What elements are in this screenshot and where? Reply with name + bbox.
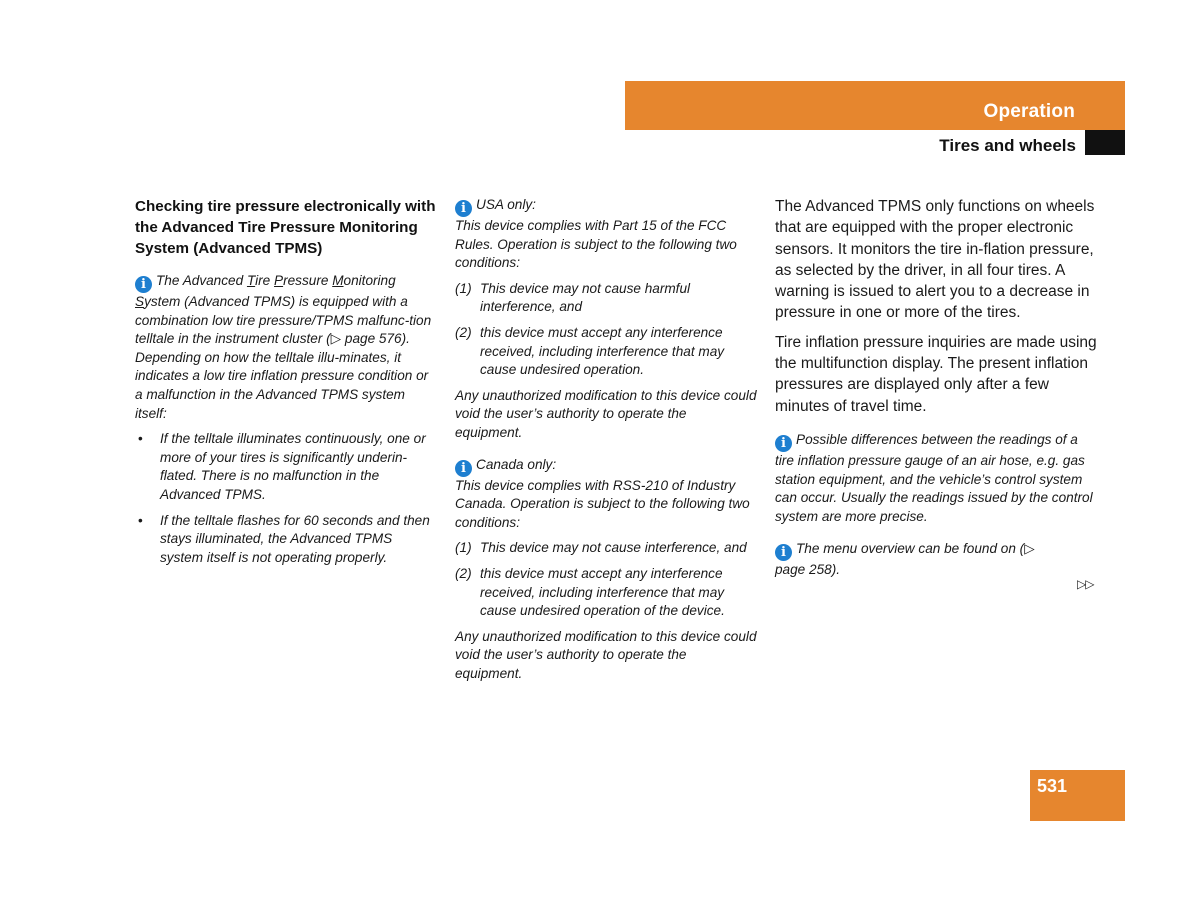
info-icon: i xyxy=(455,200,472,217)
info-icon: i xyxy=(775,544,792,561)
usa-text: This device complies with Part 15 of the FCC Rules. Operation is subject to the following two conditions: xyxy=(455,218,737,271)
usa-label: USA only: xyxy=(476,197,536,212)
info-icon: i xyxy=(775,435,792,452)
subsection-title: Tires and wheels xyxy=(939,136,1076,155)
list-item: (2) this device must accept any interference received, including interference that may cause undesired operation of the device. xyxy=(455,565,725,619)
readings-note: i Possible differences between the readings of a tire inflation pressure gauge of an air hose, e.g. gas station equipment, and the vehicle’s control system can occur. Usually the readings issued by the control system are more precise. xyxy=(775,431,1093,524)
canada-label: Canada only: xyxy=(476,456,557,472)
bullet-icon: • xyxy=(138,431,143,447)
section-header-bar xyxy=(625,81,1125,130)
page-number: 531 xyxy=(1037,776,1068,796)
info-icon: i xyxy=(455,460,472,477)
section-title: Operation xyxy=(983,101,1075,122)
canada-text: This device complies with RSS-210 of Industry Canada. Operation is subject to the following two conditions: xyxy=(455,477,750,530)
list-item: (2) this device must accept any interference received, including interference that may cause undesired operation. xyxy=(455,324,725,378)
info-icon: i xyxy=(135,276,152,293)
column-2 xyxy=(455,196,757,690)
canada-note xyxy=(455,456,757,533)
section-heading: Checking tire pressure electronically with the Advanced Tire Pressure Monitoring System (Advanced TPMS) xyxy=(135,198,436,257)
tpms-note: i The Advanced Tire Pressure Monitoring System (Advanced TPMS) is equipped with a combination low tire pressure/TPMS malfunc-tion telltale in the instrument cluster (▷ page 576). Depending on how the telltale illu-minates, it indicates a low tire inflation pressure condition or a malfunction in the Advanced TPMS system itself: xyxy=(135,273,432,421)
bullet-icon: • xyxy=(138,512,143,528)
menu-overview-note: i The menu overview can be found on (▷ page 258). xyxy=(775,541,1035,578)
canada-warning: Any unauthorized modification to this device could void the user’s authority to operate the equipment. xyxy=(455,628,757,681)
usa-note xyxy=(455,196,757,273)
tpms-description: The Advanced TPMS only functions on wheels that are equipped with the proper electronic sensors. It monitors the tire in-flation pressure, as selected by the driver, in all four tires. A warning is issued to alert you to a decrease in pressure in one or more of the tires. xyxy=(775,198,1095,322)
column-3 xyxy=(775,196,1100,587)
list-item: • If the telltale illuminates continuously, one or more of your tires is significantly underin-flated. There is no malfunction in the Advanced TPMS. xyxy=(138,431,426,502)
list-item: • If the telltale flashes for 60 seconds and then stays illuminated, the Advanced TPMS system itself is not operating properly. xyxy=(138,512,430,565)
list-item: (1) This device may not cause harmful interference, and xyxy=(455,280,691,315)
list-item: (1) This device may not cause interference, and xyxy=(455,540,747,556)
page-number-box xyxy=(1030,770,1125,821)
column-1 xyxy=(135,196,437,574)
continue-arrow-icon: ▷▷ xyxy=(1077,577,1094,591)
pressure-inquiry-text: Tire inflation pressure inquiries are made using the multifunction display. The present inflation pressures are displayed only after a few minutes of travel time. xyxy=(775,333,1097,415)
usa-warning: Any unauthorized modification to this device could void the user’s authority to operate the equipment. xyxy=(455,387,757,440)
section-marker xyxy=(1085,130,1125,155)
